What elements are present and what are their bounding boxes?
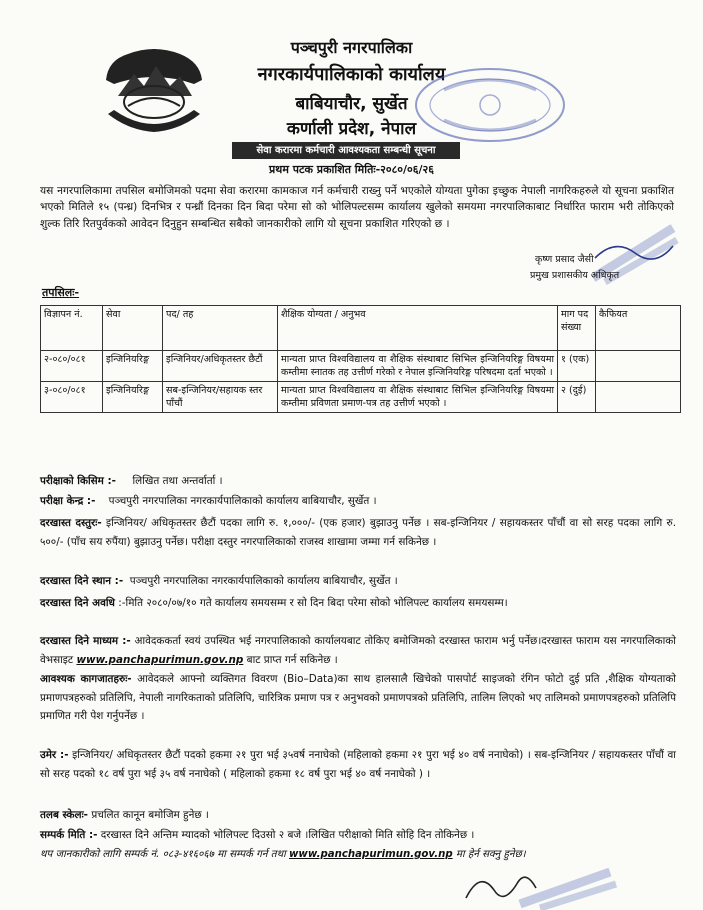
column-header: शैक्षिक योग्यता / अनुभव	[278, 306, 558, 351]
medium-block	[40, 632, 676, 669]
publication-date: प्रथम पटक प्रकाशित मितिः-२०८०/०६/२६	[269, 163, 434, 176]
deadline-block	[40, 594, 676, 613]
vacancy-table	[40, 305, 681, 413]
office-name: नगरकार्यपालिकाको कार्यालय	[257, 64, 446, 85]
submit-place-line	[40, 572, 676, 591]
footer-contact	[40, 846, 680, 860]
adv-number: २-०८०/०८१	[41, 351, 103, 382]
salary-line	[40, 806, 676, 825]
service: इन्जिनियरिङ्ग	[103, 382, 163, 413]
post-count: १ (एक)	[558, 351, 596, 382]
signatory-title: प्रमुख प्रशासकीय अधिकृत	[530, 270, 620, 281]
footer-website-link[interactable]: www.panchapurimun.gov.np	[289, 849, 453, 860]
notice-title: सेवा करारमा कर्मचारी आवश्यकता सम्बन्धी सूचना	[232, 142, 460, 159]
age-block	[40, 746, 676, 783]
deadline-value: :-मिति २०८०/०७/१० गते कार्यालय समयसम्म र सो दिन बिदा परेमा सोको भोलिपल्ट कार्यालय समयसम्म।	[118, 597, 508, 609]
post-count: २ (दुई)	[558, 382, 596, 413]
adv-number: ३-०८०/०८१	[41, 382, 103, 413]
column-header: सेवा	[103, 306, 163, 351]
signatory-name: कृष्ण प्रसाद जैसी	[535, 254, 594, 265]
municipality-name: पञ्चपुरी नगरपालिका	[290, 38, 413, 57]
exam-type-value: लिखित तथा अन्तर्वार्ता ।	[132, 475, 223, 487]
documents-label: आवश्यक कागजातहरुः-	[40, 673, 132, 685]
contact-date-value: दरखास्त दिने अन्तिम म्यादको भोलिपल्ट दिउसो २ बजे ।लिखित परीक्षाको मिति सोहि दिन तोकिनेछ ।	[100, 829, 475, 841]
table-row	[41, 351, 681, 382]
submit-place-label: दरखास्त दिने स्थान :-	[40, 575, 124, 587]
post-level: सब-इन्जिनियर/सहायक स्तर पाँचौं	[163, 382, 278, 413]
intro-paragraph: यस नगरपालिकामा तपसिल बमोजिमको पदमा सेवा करारमा कामकाज गर्न कर्मचारी राख्नु पर्ने भएकोले योग्यता पुगेका इच्छुक नेपाली नागरिकहरुले यो सूचना प्रकाशित भएको मितिले १५ (पन्ध्र) दिनभित्र र पन्ध्रौं दिनका दिन बिदा परेमा सो को भोलिपल्टसम्म कार्यालय खुलेको समयमा नगरपालिकाबाट निर्धारित फाराम भरी तोकिएको शुल्क तिरि रितपुर्वकको आवेदन दिनुहुन सम्बन्धित सबैको जानकारीको लागि यो सूचना प्रकाशित गरिएको छ ।	[40, 185, 674, 230]
exam-center-value: पञ्चपुरी नगरपालिका नगरकार्यपालिकाको कार्यालय बाबियाचौर, सुर्खेत ।	[108, 495, 377, 507]
age-label: उमेर :-	[40, 749, 69, 761]
fee-value: इन्जिनियर/ अधिकृतस्तर छैटौं पदका लागि रु. १,०००/- (एक हजार) बुझाउनु पर्नेछ । सब-इन्जिनियर / सहायकस्तर पाँचौं वा सो सरह पदका लागि रु. ५००/- (पाँच सय रुपैंया) बुझाउनु पर्नेछ। परीक्षा दस्तुर नगरपालिकाको राजस्व शाखामा जम्मा गर्न सकिनेछ ।	[40, 517, 676, 548]
exam-center-line	[40, 492, 676, 511]
documents-block	[40, 670, 676, 726]
footer-text-1: थप जानकारीको लागि सम्पर्क नं. ०८३-४१६०६७ मा सम्पर्क गर्न तथा	[40, 849, 286, 860]
deadline-label: दरखास्त दिने अवधि	[40, 597, 115, 609]
column-header: कैफियत	[596, 306, 681, 351]
office-location: बाबियाचौर, सुर्खेत	[295, 94, 408, 114]
column-header: माग पद संख्या	[558, 306, 596, 351]
table-header-row	[41, 306, 681, 351]
contact-date-label: सम्पर्क मिति :-	[40, 829, 98, 841]
fee-label: दरखास्त दस्तुरः-	[40, 517, 102, 529]
documents-value: आवेदकले आफ्नो व्यक्तिगत विवरण (Bio–Data)का साथ हालसालै खिचेको पासपोर्ट साइजको रंगिन फोटो दुई प्रति ,शैक्षिक योग्यताको प्रमाणपत्रहरुको प्रतिलिपि, नेपाली नागरिकताको प्रतिलिपि, चारित्रिक प्रमाण पत्र र अनुभवको प्रमाणपत्रको प्रतिलिपि, तालिम लिएको भए तालिमको प्रमाणपत्रहरुको प्रतिलिपि प्रमाणित गरी पेश गर्नुपर्नेछ ।	[40, 673, 676, 722]
schedule-label: तपसिलः-	[42, 286, 80, 299]
office-stamp-icon	[410, 60, 570, 150]
fee-block	[40, 514, 676, 551]
qualification: मान्यता प्राप्त विश्वविद्यालय वा शैक्षिक संस्थाबाट सिभिल इन्जिनियरिङ्ग विषयमा कम्तीमा स्नातक तह उत्तीर्ण गरेको र नेपाल इन्जिनियरिङ्ग परिषदमा दर्ता भएको ।	[278, 351, 558, 382]
service: इन्जिनियरिङ्ग	[103, 351, 163, 382]
exam-type-label: परीक्षाको किसिम :-	[40, 475, 116, 487]
table-row	[41, 382, 681, 413]
column-header: विज्ञापन नं.	[41, 306, 103, 351]
medium-text-2: बाट प्राप्त गर्न सकिनेछ ।	[246, 653, 338, 666]
contact-date-line	[40, 826, 676, 845]
exam-type-line	[40, 472, 676, 491]
website-link[interactable]: www.panchapurimun.gov.np	[76, 653, 244, 666]
medium-label: दरखास्त दिने माध्यम :-	[40, 635, 131, 647]
remarks	[596, 351, 681, 382]
footer-text-2: मा हेर्न सक्नु हुनेछ।	[455, 849, 526, 860]
column-header: पद/ तह	[163, 306, 278, 351]
exam-center-label: परीक्षा केन्द्र :-	[40, 495, 96, 507]
age-value: इन्जिनियर/ अधिकृतस्तर छैटौं पदको हकमा २१ पुरा भई ३५वर्ष ननाघेको (महिलाको हकमा २१ पुरा भई ४० वर्ष ननाघेको) । सब-इन्जिनियर / सहायकस्तर पाँचौं वा सो सरह पदको १८ वर्ष पुरा भई ३५ वर्ष ननाघेको ( महिलाको हकमा १८ वर्ष पुरा भई ४० वर्ष ननाघेको ) ।	[40, 749, 676, 780]
submit-place-value: पञ्चपुरी नगरपालिका नगरकार्यपालिकाको कार्यालय बाबियाचौर, सुर्खेत ।	[129, 575, 398, 587]
province-name: कर्णाली प्रदेश, नेपाल	[286, 119, 417, 139]
salary-value: प्रचलित कानून बमोजिम हुनेछ ।	[91, 809, 209, 821]
qualification: मान्यता प्राप्त विश्वविद्यालय वा शैक्षिक संस्थाबाट सिभिल इन्जिनियरिङ्ग विषयमा कम्तीमा प्रविणता प्रमाण-पत्र तह उत्तीर्ण भएको ।	[278, 382, 558, 413]
salary-label: तलब स्केलः-	[40, 809, 88, 821]
post-level: इन्जिनियर/अधिकृतस्तर छैटौं	[163, 351, 278, 382]
medium-text-1: आवेदककर्ता स्वयं उपस्थित भई नगरपालिकाको कार्यालयबाट तोकिए बमोजिमको दरखास्त फाराम भर्नु पर्नेछ।दरखास्त फाराम यस नगरपालिकाको वेभसाइट	[40, 635, 676, 666]
bottom-signature-icon	[460, 860, 620, 910]
remarks	[596, 382, 681, 413]
